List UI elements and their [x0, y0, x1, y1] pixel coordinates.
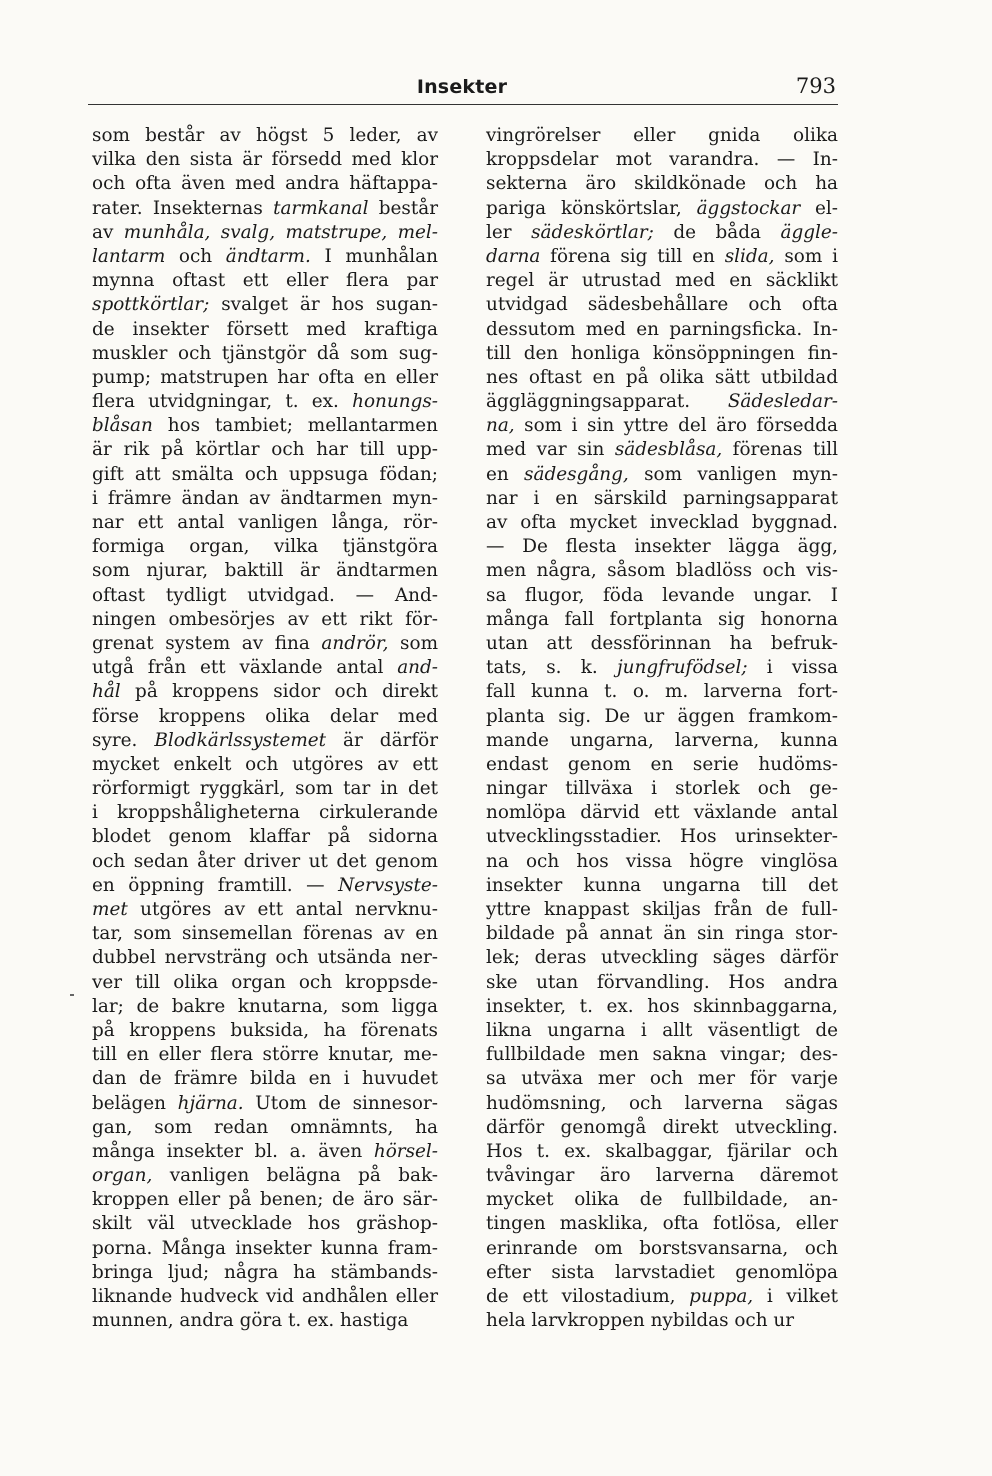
text-run: skilt väl utvecklade hos gräshop- — [92, 1213, 438, 1235]
text-run: vilka den sista är försedd med klor — [92, 149, 438, 171]
text-run: bringa ljud; några ha stämbands- — [92, 1261, 438, 1283]
margin-mark — [70, 994, 74, 996]
italic-term: Nervsyste- — [338, 874, 438, 896]
text-run: yttre knappast skiljas från de full- — [486, 899, 838, 920]
italic-term: äggle- — [780, 221, 838, 243]
text-run: na och hos vissa högre vinglösa — [486, 850, 838, 872]
text-run: flera utvidgningar, t. ex. — [92, 391, 353, 413]
text-run: men några, såsom bladlöss och vis- — [486, 560, 838, 582]
text-run: som njurar, baktill är ändtarmen — [92, 560, 438, 582]
text-line — [486, 318, 838, 342]
text-run: regel är utrustad med en säcklikt — [486, 270, 838, 292]
text-run: en — [486, 463, 525, 485]
text-run: ler — [486, 221, 532, 243]
text-line — [486, 1140, 838, 1164]
italic-term: slida, — [724, 245, 775, 267]
text-run: de båda — [653, 221, 781, 243]
text-run: förena sig till en — [540, 245, 725, 267]
text-run: ningar tillväxa i storlek och ge- — [486, 778, 838, 800]
text-line — [486, 898, 838, 922]
page-title: Insekter — [416, 76, 508, 98]
right-text-column — [486, 124, 838, 1333]
text-run: i vissa — [747, 657, 839, 679]
text-line — [92, 1309, 438, 1333]
text-line — [486, 1019, 838, 1043]
italic-term: sädeskörtlar; — [531, 221, 654, 243]
text-run: syre. — [92, 729, 155, 751]
text-line — [486, 632, 838, 656]
text-line — [486, 342, 838, 366]
text-run: I munhålan — [310, 245, 438, 267]
text-run: i främre ändan av ändtarmen myn- — [92, 487, 438, 509]
text-line — [92, 414, 438, 438]
text-line — [486, 1116, 838, 1140]
text-line — [92, 1212, 438, 1236]
text-line — [486, 850, 838, 874]
text-run: rörformigt ryggkärl, som tar in det — [92, 778, 438, 800]
text-run: kroppsdelar mot varandra. — In- — [486, 149, 838, 171]
text-line — [486, 1067, 838, 1091]
text-run: utgöres av ett antal nervknu- — [127, 899, 438, 920]
text-run: planta sig. De ur äggen framkom- — [486, 705, 838, 727]
text-line — [486, 1309, 838, 1333]
text-line — [92, 1043, 438, 1067]
text-line — [92, 632, 438, 656]
italic-term: Sädesledar- — [727, 391, 838, 413]
text-run: med var sin — [486, 439, 615, 461]
text-run: förse kroppens olika delar med — [92, 705, 438, 727]
text-run: liknande hudveck vid andhålen eller — [92, 1286, 438, 1307]
italic-term: tarmkanal — [273, 197, 369, 219]
text-run: består — [368, 197, 438, 219]
text-run: efter sista larvstadiet genomlöpa — [486, 1261, 838, 1283]
text-line — [92, 922, 438, 946]
text-line — [486, 729, 838, 753]
text-run: tar, som sinsemellan förenas av en — [92, 923, 438, 945]
text-run: på kroppens sidor och direkt — [120, 681, 438, 703]
text-line — [486, 922, 838, 946]
text-line — [486, 535, 838, 559]
text-line — [486, 874, 838, 898]
text-line — [92, 850, 438, 874]
text-line — [486, 245, 838, 269]
text-run: många insekter bl. a. även — [92, 1140, 374, 1162]
text-line — [486, 584, 838, 608]
text-run: lek; deras utveckling säges därför — [486, 947, 838, 969]
text-line — [486, 124, 838, 148]
italic-term: sädesgång, — [524, 463, 629, 485]
text-line — [92, 1261, 438, 1285]
text-run: endast genom en serie hudöms- — [486, 753, 838, 775]
text-run: svalget är hos sugan- — [209, 294, 438, 316]
text-run: lar; de bakre knutarna, som ligga — [92, 995, 438, 1017]
text-line — [92, 729, 438, 753]
text-run: hos tambiet; mellantarmen — [152, 415, 438, 437]
text-run: insekter kunna ungarna till det — [486, 874, 838, 896]
text-run: gift att smälta och uppsuga födan; — [92, 463, 438, 485]
text-line — [92, 559, 438, 583]
text-run: pariga könskörtslar, — [486, 197, 697, 219]
text-line — [92, 1140, 438, 1164]
text-line — [486, 825, 838, 849]
text-run: sa utväxa mer och mer för varje — [486, 1068, 838, 1090]
text-line — [486, 438, 838, 462]
text-run: tingen masklika, ofta fotlösa, eller — [486, 1213, 838, 1235]
text-run: nar ett antal vanligen långa, rör- — [92, 512, 438, 533]
text-run: förenas till — [722, 439, 838, 461]
text-run: utvidgad sädesbehållare och ofta — [486, 294, 838, 316]
text-run: och sedan åter driver ut det genom — [92, 850, 438, 872]
text-line — [486, 197, 838, 221]
italic-term: sädesblåsa, — [614, 439, 723, 461]
text-run: är därför — [326, 729, 438, 751]
text-line — [92, 777, 438, 801]
italic-term: na, — [486, 415, 515, 437]
text-run: hela larvkroppen nybildas och ur — [486, 1310, 795, 1332]
text-line — [486, 148, 838, 172]
text-line — [92, 1092, 438, 1116]
text-line — [92, 124, 438, 148]
text-line — [92, 680, 438, 704]
text-run: fullbildade men sakna vingar; des- — [486, 1044, 838, 1066]
text-run: oftast tydligt utvidgad. — And- — [92, 584, 438, 606]
page-number: 793 — [795, 74, 836, 98]
italic-term: hjärna. — [177, 1092, 244, 1114]
text-run: mande ungarna, larverna, kunna — [486, 729, 838, 751]
italic-term: honungs- — [352, 391, 438, 413]
text-run: sekterna äro skildkönade och ha — [486, 173, 838, 195]
text-line — [92, 1116, 438, 1140]
text-run: rater. Insekternas — [92, 197, 274, 219]
italic-term: puppa, — [689, 1286, 754, 1307]
text-line — [92, 971, 438, 995]
text-run: tats, s. k. — [486, 657, 617, 679]
italic-term: and- — [397, 657, 438, 679]
text-run: munnen, andra göra t. ex. hastiga — [92, 1310, 409, 1332]
running-head — [86, 74, 838, 104]
text-run: Utom de sinnesor- — [243, 1092, 438, 1114]
text-run: som — [388, 632, 439, 654]
text-line — [486, 753, 838, 777]
text-run: belägen — [92, 1092, 178, 1114]
text-line — [486, 414, 838, 438]
text-line — [92, 801, 438, 825]
italic-term: met — [92, 899, 128, 920]
text-run: av ofta mycket invecklad byggnad. — [486, 512, 838, 533]
text-line — [92, 1285, 438, 1309]
text-run: vingrörelser eller gnida olika — [486, 125, 838, 146]
text-run: därför genomgå direkt utveckling. — [486, 1116, 838, 1138]
text-run: porna. Många insekter kunna fram- — [92, 1237, 438, 1259]
text-run: av — [92, 221, 124, 243]
text-run: ske utan förvandling. Hos andra — [486, 971, 838, 993]
text-run: — De flesta insekter lägga ägg, — [486, 536, 838, 558]
text-run: många fall fortplanta sig honorna — [486, 608, 838, 630]
text-run: mynna oftast ett eller flera par — [92, 270, 438, 292]
text-line — [92, 438, 438, 462]
text-line — [92, 1237, 438, 1261]
text-line — [486, 801, 838, 825]
text-line — [92, 511, 438, 535]
italic-term: munhåla, svalg, matstrupe, mel- — [123, 221, 439, 243]
text-line — [486, 269, 838, 293]
italic-term: organ, — [92, 1165, 153, 1187]
text-line — [92, 874, 438, 898]
text-run: vanligen belägna på bak- — [152, 1165, 438, 1187]
text-run: Hos t. ex. skalbaggar, fjärilar och — [486, 1140, 838, 1162]
text-line — [486, 366, 838, 390]
text-run: som består av högst 5 leder, av — [92, 125, 438, 146]
text-line — [486, 293, 838, 317]
text-run: äggläggningsapparat. — [486, 391, 728, 413]
text-run: som i — [774, 245, 838, 267]
italic-term: Blodkärlssystemet — [154, 729, 327, 751]
text-line — [92, 148, 438, 172]
text-run: gan, som redan omnämnts, ha — [92, 1116, 438, 1138]
text-run: de ett vilostadium, — [486, 1286, 690, 1307]
text-run: hudömsning, och larverna sägas — [486, 1092, 838, 1114]
text-line — [92, 221, 438, 245]
left-text-column — [92, 124, 438, 1333]
header-rule — [88, 104, 838, 105]
text-run: insekter, t. ex. hos skinnbaggarna, — [486, 995, 838, 1017]
text-run: dessutom med en parningsficka. In- — [486, 318, 838, 340]
italic-term: andrör, — [321, 632, 389, 654]
text-line — [92, 608, 438, 632]
text-line — [486, 946, 838, 970]
text-line — [486, 511, 838, 535]
text-line — [92, 898, 438, 922]
text-line — [486, 705, 838, 729]
text-run: dan de främre bilda en i huvudet — [92, 1068, 438, 1090]
text-run: sa flugor, föda levande ungar. I — [486, 584, 838, 606]
text-run: till den honliga könsöppningen fin- — [486, 342, 838, 364]
text-line — [92, 293, 438, 317]
text-line — [486, 1188, 838, 1212]
text-line — [486, 172, 838, 196]
text-line — [92, 463, 438, 487]
text-line — [486, 656, 838, 680]
text-line — [486, 1092, 838, 1116]
text-line — [486, 390, 838, 414]
text-run: de insekter försett med kraftiga — [92, 318, 438, 340]
text-run: fall kunna t. o. m. larverna fort- — [486, 681, 838, 703]
text-line — [92, 1188, 438, 1212]
text-run: som i sin yttre del äro försedda — [514, 415, 838, 437]
text-line — [92, 825, 438, 849]
text-run: utgå från ett växlande antal — [92, 657, 398, 679]
text-run: erinrande om borstsvansarna, och — [486, 1237, 838, 1259]
text-line — [92, 342, 438, 366]
text-run: i vilket — [753, 1286, 838, 1307]
text-run: mycket enkelt och utgöres av ett — [92, 753, 438, 775]
italic-term: ändtarm. — [225, 245, 311, 267]
text-line — [92, 245, 438, 269]
text-line — [92, 269, 438, 293]
text-line — [92, 197, 438, 221]
text-run: på kroppens buksida, ha förenats — [92, 1019, 438, 1041]
text-run: utan att dessförinnan ha befruk- — [486, 632, 838, 654]
text-line — [92, 318, 438, 342]
text-run: mycket olika de fullbildade, an- — [486, 1189, 838, 1211]
text-line — [486, 1261, 838, 1285]
text-line — [486, 1212, 838, 1236]
italic-term: hörsel- — [373, 1140, 438, 1162]
text-line — [486, 487, 838, 511]
text-line — [92, 535, 438, 559]
text-line — [486, 995, 838, 1019]
text-line — [92, 390, 438, 414]
text-line — [92, 946, 438, 970]
text-run: el- — [800, 197, 839, 219]
text-run: är rik på körtlar och har till upp- — [92, 439, 438, 461]
text-line — [92, 753, 438, 777]
text-run: ver till olika organ och kroppsde- — [92, 971, 438, 993]
text-line — [92, 705, 438, 729]
italic-term: darna — [486, 245, 541, 267]
text-line — [92, 584, 438, 608]
text-line — [486, 1285, 838, 1309]
text-run: ningen ombesörjes av ett rikt för- — [92, 608, 438, 630]
text-line — [486, 559, 838, 583]
text-line — [92, 172, 438, 196]
text-run: i kroppshåligheterna cirkulerande — [92, 802, 438, 824]
text-line — [92, 995, 438, 1019]
text-line — [486, 1164, 838, 1188]
text-run: formiga organ, vilka tjänstgöra — [92, 536, 438, 558]
text-line — [92, 366, 438, 390]
text-run: blodet genom klaffar på sidorna — [92, 826, 438, 848]
text-run: tvåvingar äro larverna däremot — [486, 1165, 838, 1187]
text-run: utvecklingsstadier. Hos urinsekter- — [486, 826, 838, 848]
text-run: nomlöpa därvid ett växlande antal — [486, 802, 838, 824]
text-line — [486, 777, 838, 801]
text-run: dubbel nervsträng och utsända ner- — [92, 947, 438, 969]
text-run: likna ungarna i allt väsentligt de — [486, 1019, 838, 1041]
italic-term: spottkörtlar; — [92, 294, 210, 316]
italic-term: äggstockar — [696, 197, 801, 219]
text-run: och — [165, 245, 226, 267]
text-run: grenat system av fina — [92, 632, 322, 654]
text-run: pump; matstrupen har ofta en eller — [92, 366, 438, 388]
text-line — [486, 971, 838, 995]
text-line — [486, 1043, 838, 1067]
italic-term: blåsan — [92, 415, 153, 437]
text-run: kroppen eller på benen; de äro sär- — [92, 1189, 438, 1211]
text-line — [92, 1067, 438, 1091]
text-line — [486, 221, 838, 245]
text-run: bildade på annat än sin ringa stor- — [486, 923, 838, 945]
text-line — [486, 608, 838, 632]
text-run: nes oftast en på olika sätt utbildad — [486, 366, 838, 388]
text-line — [92, 1019, 438, 1043]
italic-term: jungfrufödsel; — [616, 657, 748, 679]
text-run: en öppning framtill. — — [92, 874, 339, 896]
text-line — [486, 680, 838, 704]
text-line — [92, 1164, 438, 1188]
text-line — [92, 487, 438, 511]
text-run: till en eller flera större knutar, me- — [92, 1044, 438, 1066]
text-line — [92, 656, 438, 680]
text-run: och ofta även med andra häftappa- — [92, 173, 438, 195]
text-line — [486, 1237, 838, 1261]
text-run: nar i en särskild parningsapparat — [486, 487, 838, 509]
text-run: som vanligen myn- — [628, 463, 838, 485]
italic-term: hål — [92, 681, 121, 703]
text-line — [486, 463, 838, 487]
text-run: muskler och tjänstgör då som sug- — [92, 342, 438, 364]
italic-term: lantarm — [92, 245, 166, 267]
